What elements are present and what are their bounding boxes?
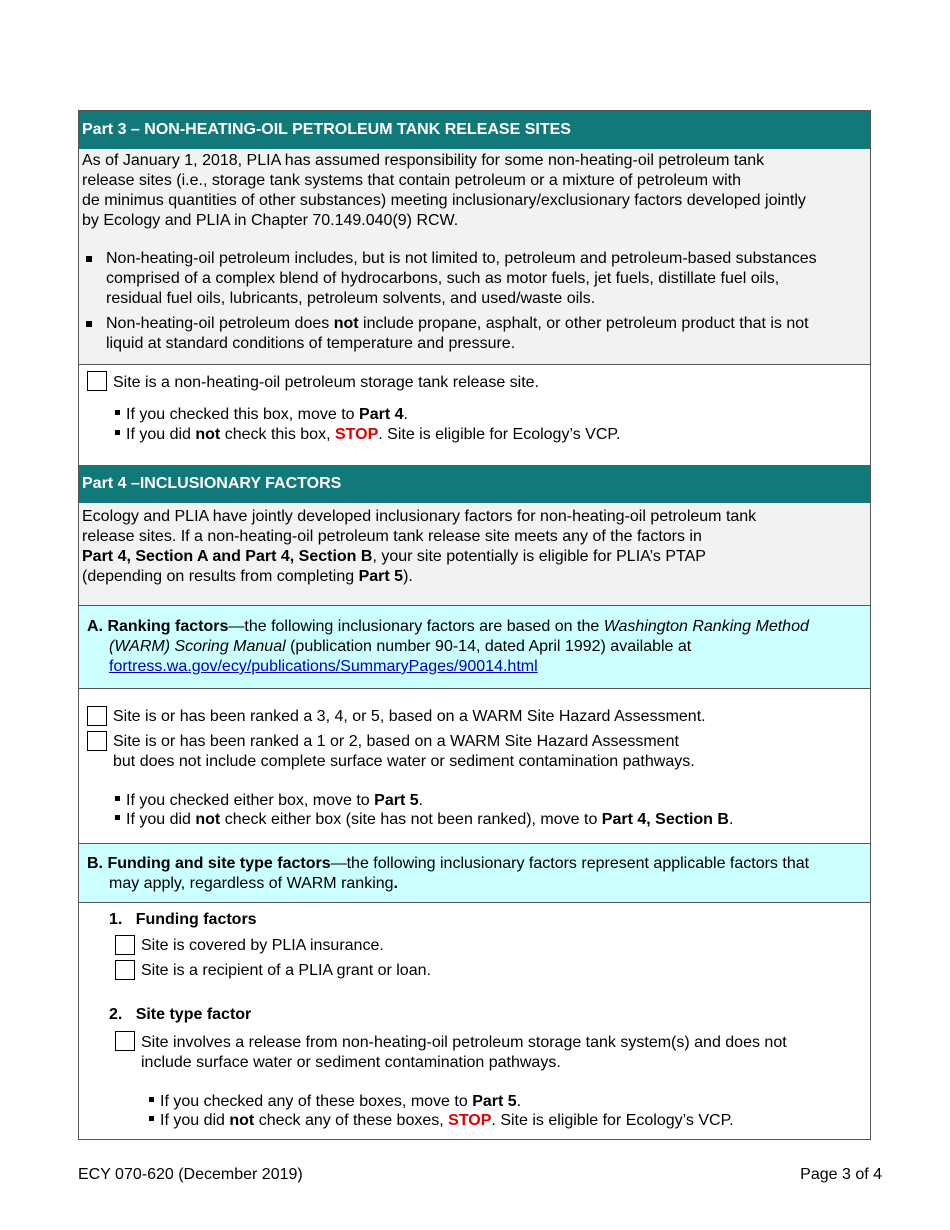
bullet-square-icon: [86, 321, 92, 327]
non-heating-oil-site-checkbox[interactable]: [87, 371, 107, 391]
part3-instruction-2: If you did not check this box, STOP. Site is eligible for Ecology’s VCP.: [115, 425, 620, 445]
part3-header: Part 3 – NON-HEATING-OIL PETROLEUM TANK RELEASE SITES: [79, 111, 870, 149]
bullet-square-icon: [86, 256, 92, 262]
section-a-instruction-2: If you did not check either box (site has not been ranked), move to Part 4, Section B.: [115, 810, 733, 830]
part4-intro-section: [79, 503, 870, 605]
funding-factors-heading: 1. Funding factors: [109, 911, 257, 928]
warm-manual-link[interactable]: fortress.wa.gov/ecy/publications/SummaryPages/90014.html: [109, 658, 538, 675]
footer-form-id: ECY 070-620 (December 2019): [78, 1166, 303, 1183]
ranked-1-2-checkbox[interactable]: [87, 731, 107, 751]
section-b-instruction-1: If you checked any of these boxes, move to Part 5.: [149, 1092, 521, 1112]
part3-intro: As of January 1, 2018, PLIA has assumed responsibility for some non-heating-oil petroleum tank release sites (i.e., storage tank systems that contain petroleum or a mixture of petroleum with de minimus quantities of other substances) meeting inclusionary/exclusionary factors developed jointly by Ecology and PLIA in Chapter 70.149.040(9) RCW.: [82, 152, 806, 229]
bullet-square-icon: [149, 1097, 154, 1102]
bullet-square-icon: [115, 796, 120, 801]
part3-instruction-1: If you checked this box, move to Part 4.: [115, 405, 408, 425]
part4-intro: Ecology and PLIA have jointly developed inclusionary factors for non-heating-oil petroleum tank release sites. If a non-heating-oil petroleum tank release site meets any of the factors in Part 4, Section A and Part 4, Section B, your site potentially is eligible for PLIA’s PTAP (depending on results from completing Part 5).: [82, 508, 757, 585]
part3-bullet-2: Non-heating-oil petroleum does not include propane, asphalt, or other petroleum product that is not liquid at standard conditions of temperature and pressure.: [86, 314, 866, 354]
section-a-header: A. Ranking factors—the following inclusionary factors are based on the Washington Ranking Method (WARM) Scoring Manual (publication number 90-14, dated April 1992) available at fortress.wa.gov/ecy/publications/SummaryPages/90014.html: [79, 605, 870, 688]
bullet-square-icon: [115, 410, 120, 415]
site-type-release-checkbox[interactable]: [115, 1031, 135, 1051]
plia-insurance-checkbox[interactable]: [115, 935, 135, 955]
site-type-factor-heading: 2. Site type factor: [109, 1006, 252, 1023]
form-page: [78, 110, 871, 1140]
part3-bullet-1: Non-heating-oil petroleum includes, but is not limited to, petroleum and petroleum-based substances comprised of a complex blend of hydrocarbons, such as motor fuels, jet fuels, distillate fuel oils, residual fuel oils, lubricants, petroleum solvents, and used/waste oils.: [86, 249, 866, 309]
ranked-3-4-5-checkbox[interactable]: [87, 706, 107, 726]
bullet-square-icon: [115, 430, 120, 435]
section-b-header: B. Funding and site type factors—the following inclusionary factors represent applicable factors that may apply, regardless of WARM ranking.: [79, 843, 870, 902]
plia-grant-loan-checkbox[interactable]: [115, 960, 135, 980]
section-b-instruction-2: If you did not check any of these boxes, STOP. Site is eligible for Ecology’s VCP.: [149, 1111, 734, 1131]
section-a-body: Site is or has been ranked a 3, 4, or 5, based on a WARM Site Hazard Assessment. Site is or has been ranked a 1 or 2, based on a WARM Site Hazard Assessment but does not include complete surface water or sediment contamination pathways. If you checked either box, move to Part 5. If you did not check either box (site has not been ranked), move to Part 4, Section B.: [79, 688, 870, 843]
footer-page-number: Page 3 of 4: [800, 1166, 882, 1183]
part3-intro-section: [79, 149, 870, 364]
bullet-square-icon: [149, 1116, 154, 1121]
part4-header: Part 4 –INCLUSIONARY FACTORS: [79, 465, 870, 503]
section-b-body: 1. Funding factors Site is covered by PLIA insurance. Site is a recipient of a PLIA grant or loan. 2. Site type factor Site involves a release from non-heating-oil petroleum storage tank system(s) and does not include surface water or sediment contamination pathways. If you checked any of these boxes, move to Part 5. If you did not check any of these boxes, STOP. Site is eligible for Ecology’s VCP.: [79, 902, 870, 1139]
checkbox-label: Site is a non-heating-oil petroleum storage tank release site.: [113, 374, 540, 391]
part3-checkbox-section: [79, 364, 870, 465]
section-a-instruction-1: If you checked either box, move to Part 5.: [115, 791, 423, 811]
bullet-square-icon: [115, 815, 120, 820]
